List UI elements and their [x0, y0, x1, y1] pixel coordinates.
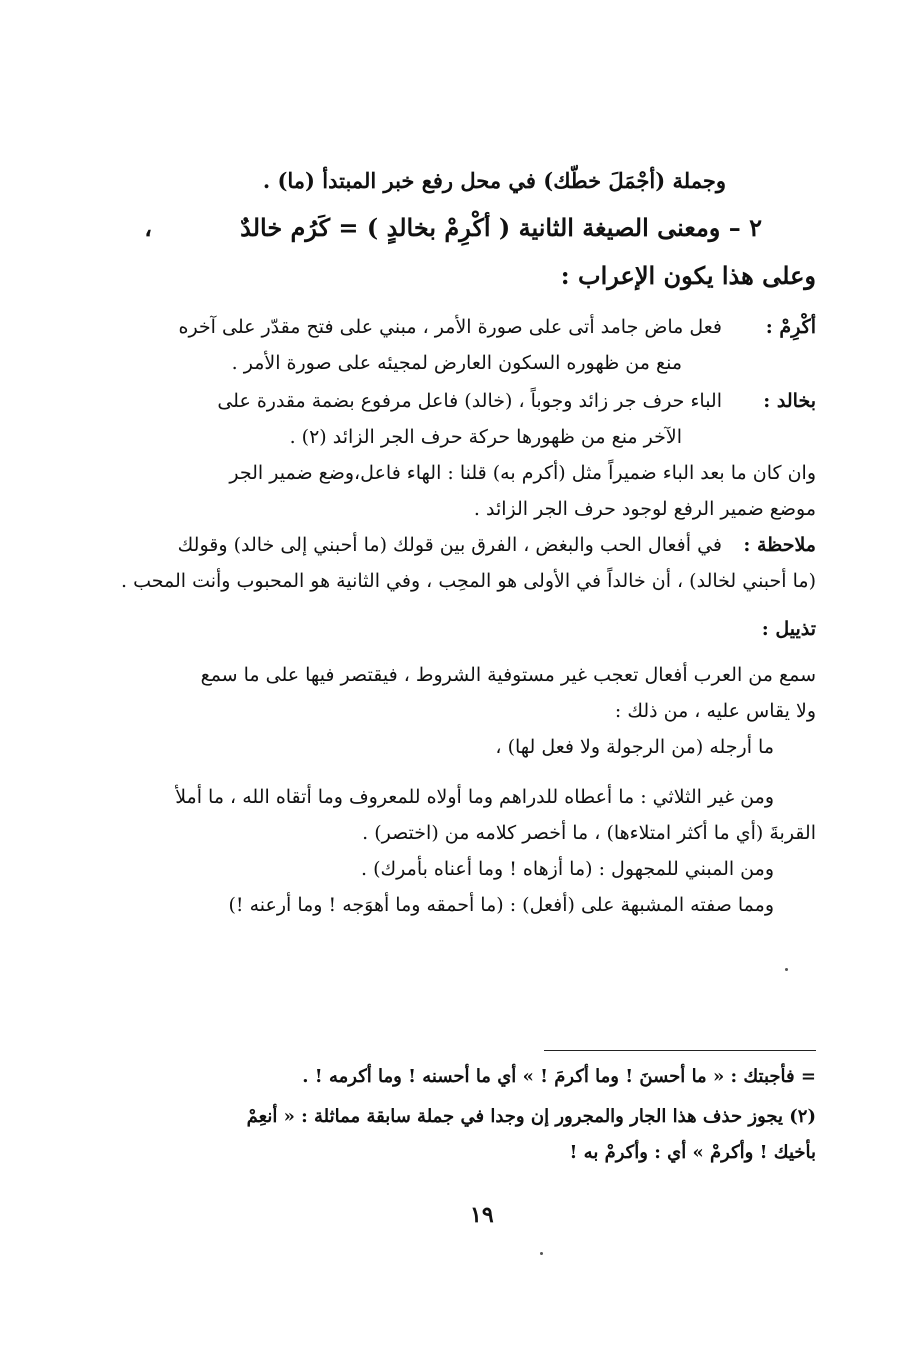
footnote-separator	[544, 1050, 816, 1051]
heading-comma: ،	[144, 213, 152, 242]
example-line: ما أرجله (من الرجولة ولا فعل لها) ،	[495, 736, 774, 758]
scan-speck	[785, 968, 788, 971]
body-line: ومن غير الثلاثي : ما أعطاه للدراهم وما أولاه للمعروف وما أتقاه الله ، ما أملأ	[175, 786, 774, 808]
body-line: وجملة (أجْمَلَ خطّك) في محل رفع خبر المبتدأ (ما) .	[262, 168, 726, 193]
footnote-line: (٢) يجوز حذف هذا الجار والمجرور إن وجدا في جملة سابقة مماثلة : « أنعِمْ	[246, 1106, 816, 1127]
term-definition: فعل ماض جامد أتى على صورة الأمر ، مبني على فتح مقدّر على آخره	[178, 316, 722, 338]
appendix-heading: تذييل :	[761, 618, 816, 640]
note-text: في أفعال الحب والبغض ، الفرق بين قولك (ما أحبني إلى خالد) وقولك	[177, 534, 722, 556]
term-definition-cont: منع من ظهوره السكون العارض لمجيئه على صورة الأمر .	[231, 352, 682, 374]
body-line: ومن المبني للمجهول : (ما أزهاه ! وما أعناه بأمرك) .	[361, 858, 774, 880]
term-label: بخالد :	[763, 390, 816, 412]
body-line: ومما صفته المشبهة على (أفعل) : (ما أحمقه وما أهوَجه ! وما أرعنه !)	[228, 894, 774, 916]
page-number: ١٩	[470, 1202, 494, 1228]
scan-speck	[540, 1252, 543, 1255]
body-line: موضع ضمير الرفع لوجود حرف الجر الزائد .	[473, 498, 816, 520]
term-definition: الباء حرف جر زائد وجوباً ، (خالد) فاعل مرفوع بضمة مقدرة على	[217, 390, 722, 412]
footnote-line: بأخيك ! وأكرمْ » أي : وأكرمْ به !	[569, 1142, 816, 1163]
term-label: أكْرِمْ :	[765, 316, 816, 338]
body-line: القربةَ (أي ما أكثر امتلاءها) ، ما أخصر كلامه من (اختصر) .	[362, 822, 816, 844]
subheading: وعلى هذا يكون الإعراب :	[560, 261, 816, 290]
body-line: وان كان ما بعد الباء ضميراً مثل (أكرم به) قلنا : الهاء فاعل،وضع ضمير الجر	[229, 462, 816, 484]
footnote-line: = فأجبتك : « ما أحسنَ ! وما أكرمَ ! » أي ما أحسنه ! وما أكرمه ! .	[302, 1066, 816, 1087]
note-label: ملاحظة :	[743, 534, 816, 556]
section-heading: ٢ – ومعنى الصيغة الثانية ( أكْرِمْ بخالدٍ ) = كَرُم خالدٌ	[240, 213, 762, 242]
body-line: ولا يقاس عليه ، من ذلك :	[614, 700, 816, 722]
note-text-cont: (ما أحبني لخالد) ، أن خالداً في الأولى هو المحِب ، وفي الثانية هو المحبوب وأنت المحب .	[120, 570, 816, 592]
term-definition-cont: الآخر منع من ظهورها حركة حرف الجر الزائد (٢) .	[289, 426, 682, 448]
body-line: سمع من العرب أفعال تعجب غير مستوفية الشروط ، فيقتصر فيها على ما سمع	[200, 664, 816, 686]
